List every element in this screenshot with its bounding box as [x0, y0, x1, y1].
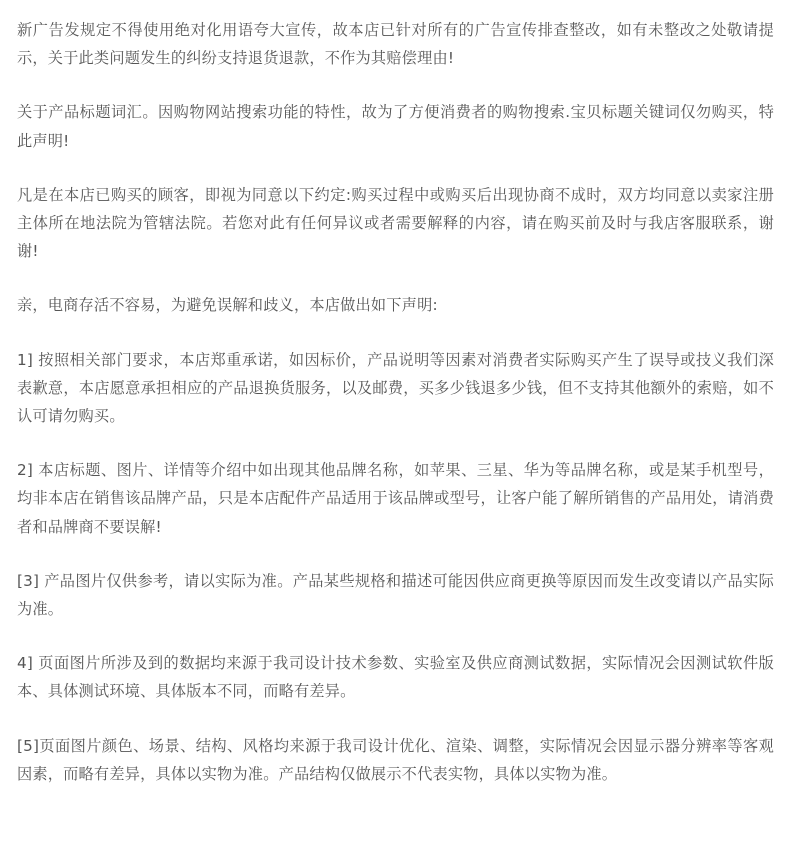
notice-paragraph-advertising-law: 新广告发规定不得使用绝对化用语夸大宣传，故本店已针对所有的广告宣传排查整改，如有未整改之处敬请提示，关于此类问题发生的纠纷支持退货退款，不作为其赔偿理由! [17, 21, 774, 68]
notice-paragraph-intro: 亲，电商存活不容易，为避免误解和歧义，本店做出如下声明: [17, 296, 438, 315]
notice-paragraph-title-keywords: 关于产品标题词汇。因购物网站搜索功能的特性，故为了方便消费者的购物搜索.宝贝标题关键词仅勿购买，特此声明! [17, 103, 774, 150]
notice-paragraph-item-4: 4] 页面图片所涉及到的数据均来源于我司设计技术参数、实验室及供应商测试数据，实际情况会因测试软件版本、具体测试环境、具体版本不同，而略有差异。 [17, 654, 774, 701]
notice-paragraph-jurisdiction: 凡是在本店已购买的顾客，即视为同意以下约定:购买过程中或购买后出现协商不成时，双方均同意以卖家注册主体所在地法院为管辖法院。若您对此有任何异议或者需要解释的内容，请在购买前及时与我店客服联系，谢谢! [17, 185, 774, 261]
notice-paragraph-item-1: 1] 按照相关部门要求，本店郑重承诺，如因标价，产品说明等因素对消费者实际购买产生了误导或技义我们深表歉意，本店愿意承担相应的产品退换货服务，以及邮费，买多少钱退多少钱，但不支持其他额外的索赔，如不认可请勿购买。 [17, 350, 774, 426]
notice-paragraph-item-5: [5]页面图片颜色、场景、结构、风格均来源于我司设计优化、渲染、调整，实际情况会因显示器分辨率等客观因素，而略有差异，具体以实物为准。产品结构仅做展示不代表实物，具体以实物为准。 [17, 736, 774, 783]
notice-paragraph-item-2: 2] 本店标题、图片、详情等介绍中如出现其他品牌名称，如苹果、三星、华为等品牌名称，或是某手机型号，均非本店在销售该品牌产品，只是本店配件产品适用于该品牌或型号，让客户能了解所销售的产品用处，请消费者和品牌商不要误解! [17, 461, 774, 536]
notice-paragraph-item-3: [3] 产品图片仅供参考，请以实际为准。产品某些规格和描述可能因供应商更换等原因而发生改变请以产品实际为准。 [17, 571, 774, 619]
